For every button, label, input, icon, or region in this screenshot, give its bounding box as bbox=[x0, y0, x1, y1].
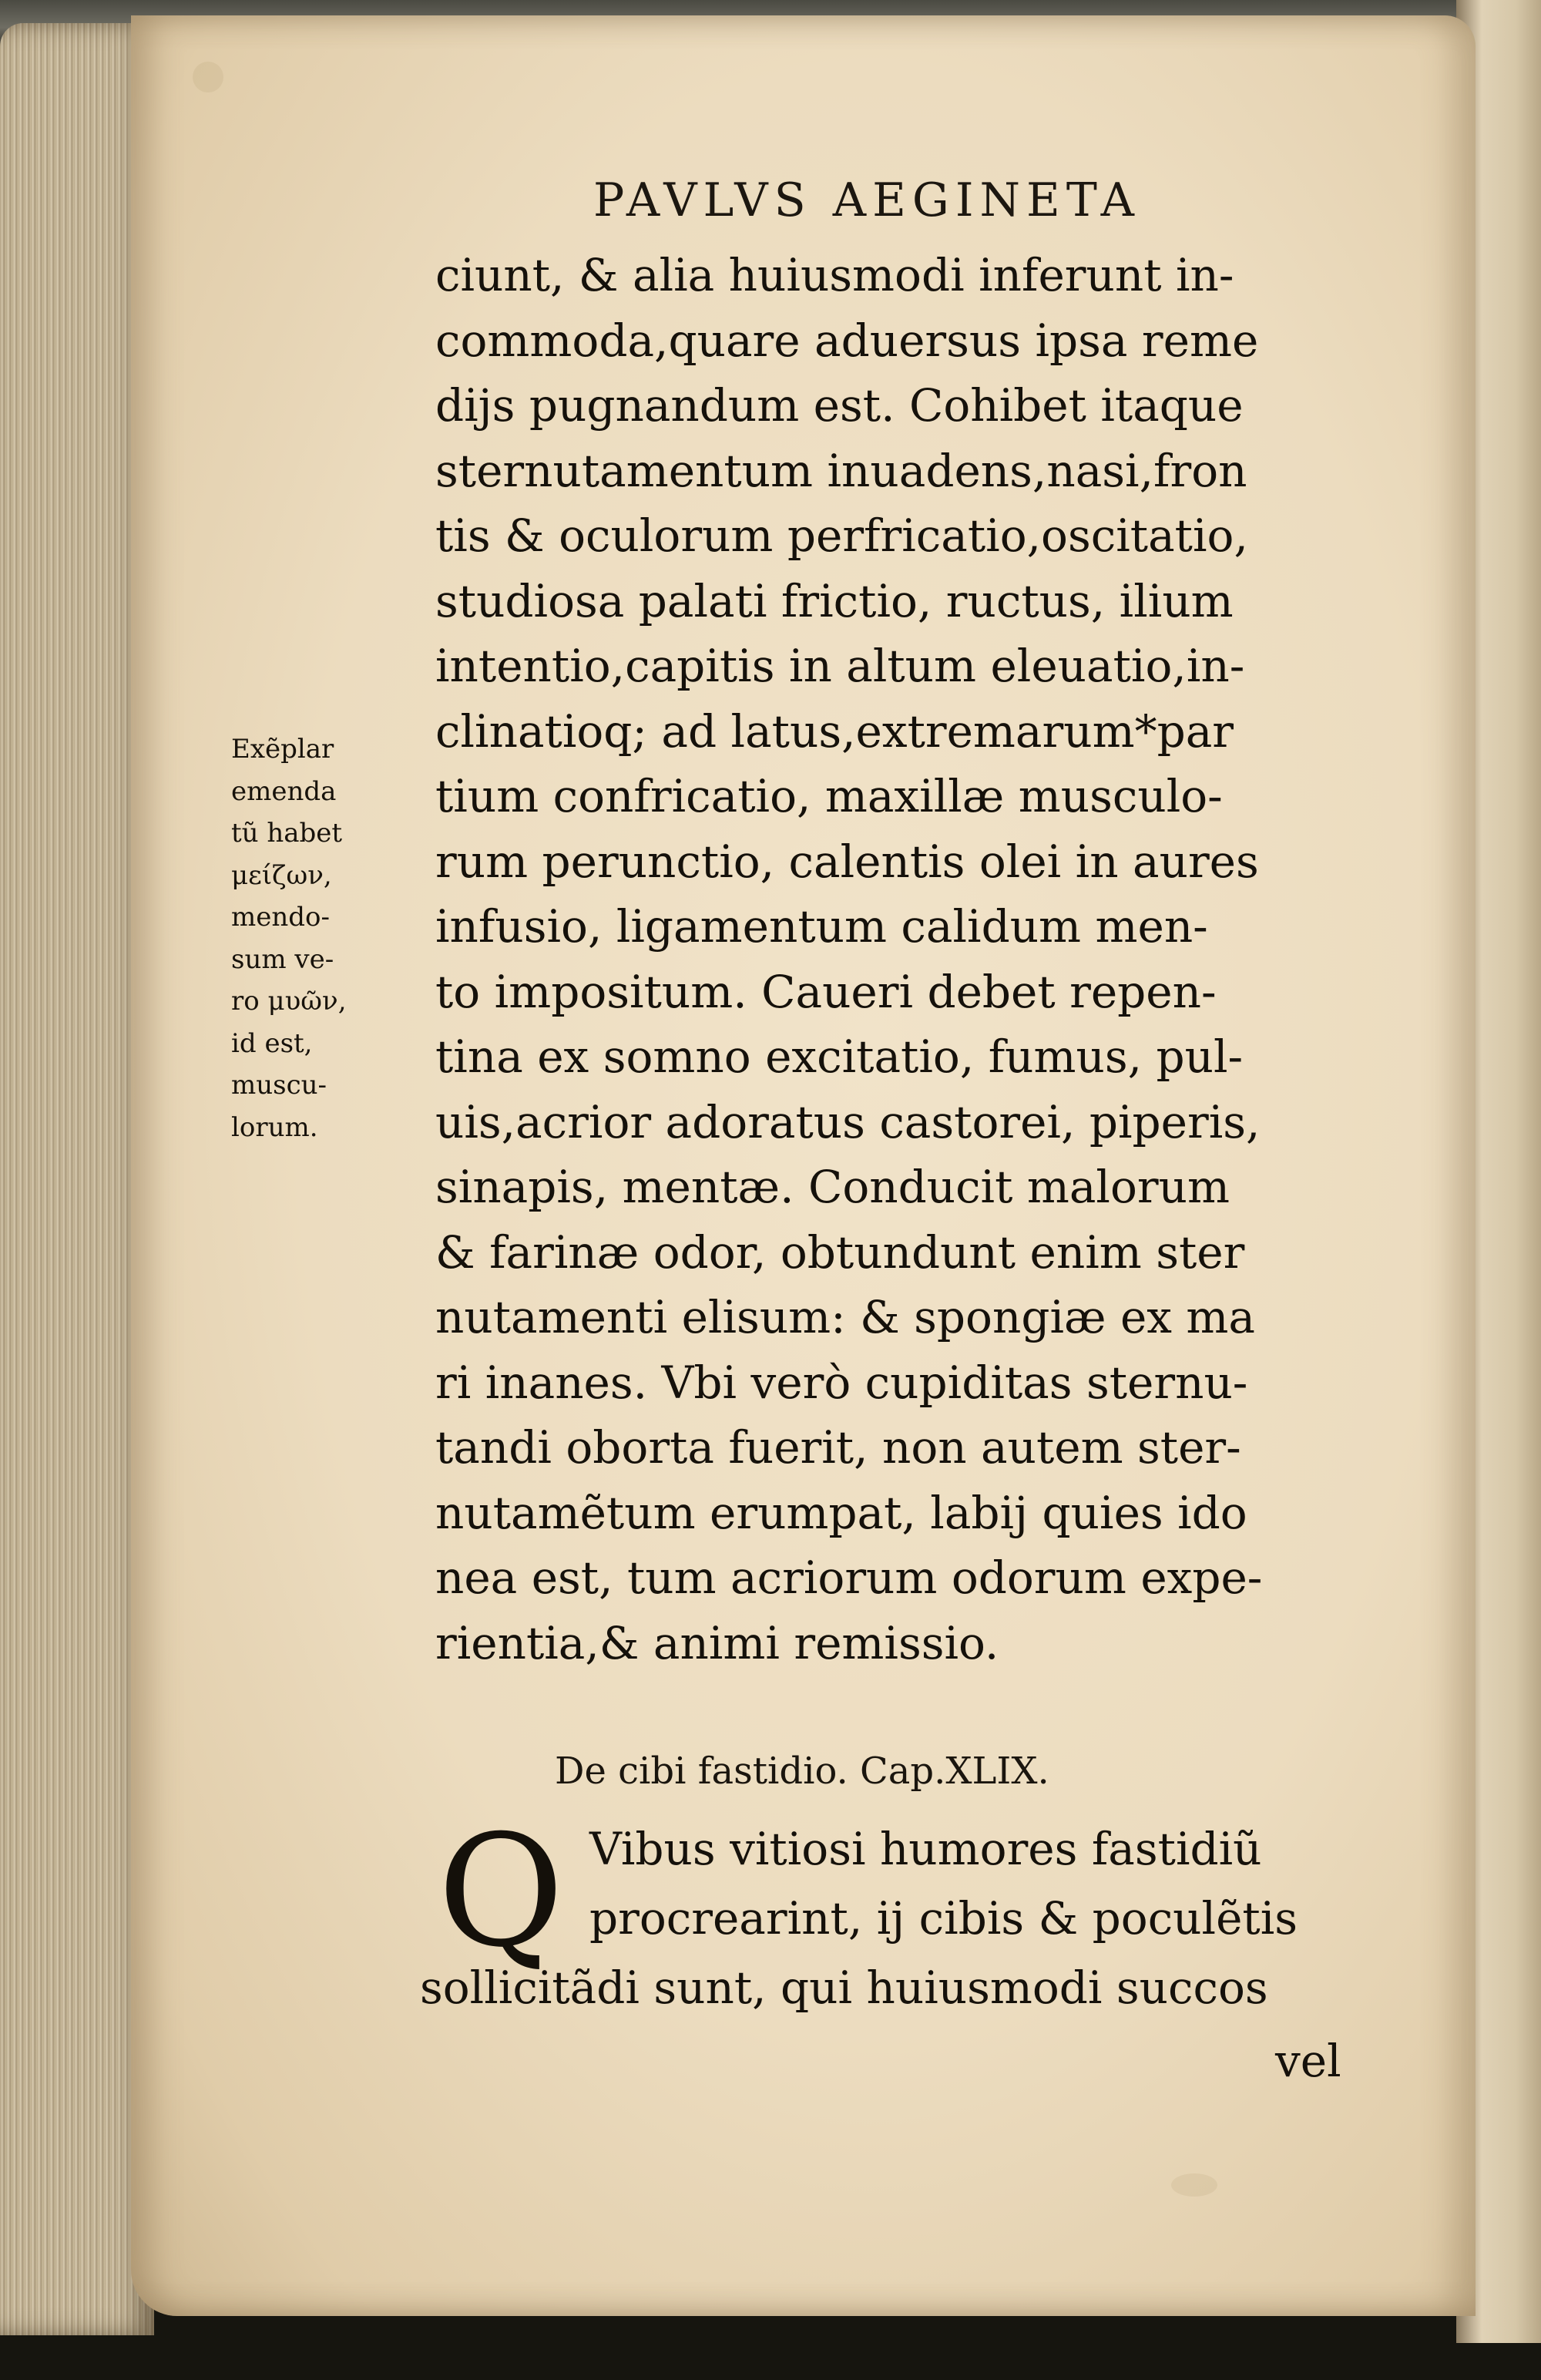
text-line: infusio, ligamentum calidum men- bbox=[435, 900, 1208, 953]
text-line: ciunt, & alia huiusmodi inferunt in- bbox=[435, 249, 1234, 301]
margin-note-line: sum ve- bbox=[231, 943, 334, 975]
text-line: tis & oculorum perfricatio,oscitatio, bbox=[435, 509, 1248, 562]
margin-note-line: emenda bbox=[231, 775, 337, 807]
text-line: uis,acrior adoratus castorei, piperis, bbox=[435, 1095, 1261, 1148]
text-line: & farinæ odor, obtundunt enim ster bbox=[435, 1225, 1245, 1279]
text-line: to impositum. Caueri debet repen- bbox=[435, 965, 1217, 1018]
body-text bbox=[435, 243, 1437, 1676]
chapter-text-line: Vibus vitiosi humores fastidiũ bbox=[589, 1823, 1262, 1875]
margin-note-line: muscu- bbox=[231, 1070, 327, 1101]
chapter-heading: De cibi fastidio. Cap.XLIX. bbox=[555, 1750, 1049, 1793]
running-head: PAVLVS AEGINETA bbox=[593, 173, 1140, 227]
text-line: commoda,quare aduersus ipsa reme bbox=[435, 314, 1259, 367]
margin-note-line: μείζων, bbox=[231, 859, 332, 891]
margin-note-line: mendo- bbox=[231, 902, 330, 933]
text-line: tandi oborta fuerit, non autem ster- bbox=[435, 1421, 1241, 1474]
text-line: dijs pugnandum est. Cohibet itaque bbox=[435, 379, 1244, 432]
text-line: nutamenti elisum: & spongiæ ex ma bbox=[435, 1291, 1255, 1343]
margin-note bbox=[231, 728, 416, 1148]
catchword: vel bbox=[1275, 2035, 1341, 2087]
paper-spot bbox=[1171, 2173, 1217, 2197]
chapter-text-line: procrearint, ij cibis & poculẽtis bbox=[589, 1892, 1298, 1945]
margin-note-line: tũ habet bbox=[231, 818, 343, 849]
drop-cap-initial: Q bbox=[438, 1802, 564, 1982]
text-line: tina ex somno excitatio, fumus, pul- bbox=[435, 1030, 1244, 1083]
margin-note-line: lorum. bbox=[231, 1111, 318, 1143]
margin-note-line: Exẽplar bbox=[231, 734, 334, 765]
paper-spot bbox=[193, 62, 223, 92]
text-line: tium confricatio, maxillæ musculo- bbox=[435, 770, 1223, 822]
text-line: rientia,& animi remissio. bbox=[435, 1616, 999, 1669]
chapter-text-line: sollicitãdi sunt, qui huiusmodi succos bbox=[420, 1961, 1268, 2014]
text-line: nutamẽtum erumpat, labij quies ido bbox=[435, 1486, 1247, 1539]
text-line: rum perunctio, calentis olei in aures bbox=[435, 835, 1259, 888]
margin-note-line: id est, bbox=[231, 1027, 313, 1059]
text-line: sternutamentum inuadens,nasi,fron bbox=[435, 444, 1247, 497]
text-line: ri inanes. Vbi verò cupiditas sternu- bbox=[435, 1356, 1248, 1409]
text-line: nea est, tum acriorum odorum expe- bbox=[435, 1551, 1263, 1604]
margin-note-line: ro μυῶν, bbox=[231, 986, 347, 1017]
text-line: studiosa palati frictio, ructus, ilium bbox=[435, 574, 1234, 627]
text-line: clinatioq; ad latus,extremarum*par bbox=[435, 704, 1234, 758]
text-line: intentio,capitis in altum eleuatio,in- bbox=[435, 640, 1245, 692]
text-line: sinapis, mentæ. Conducit malorum bbox=[435, 1161, 1230, 1213]
